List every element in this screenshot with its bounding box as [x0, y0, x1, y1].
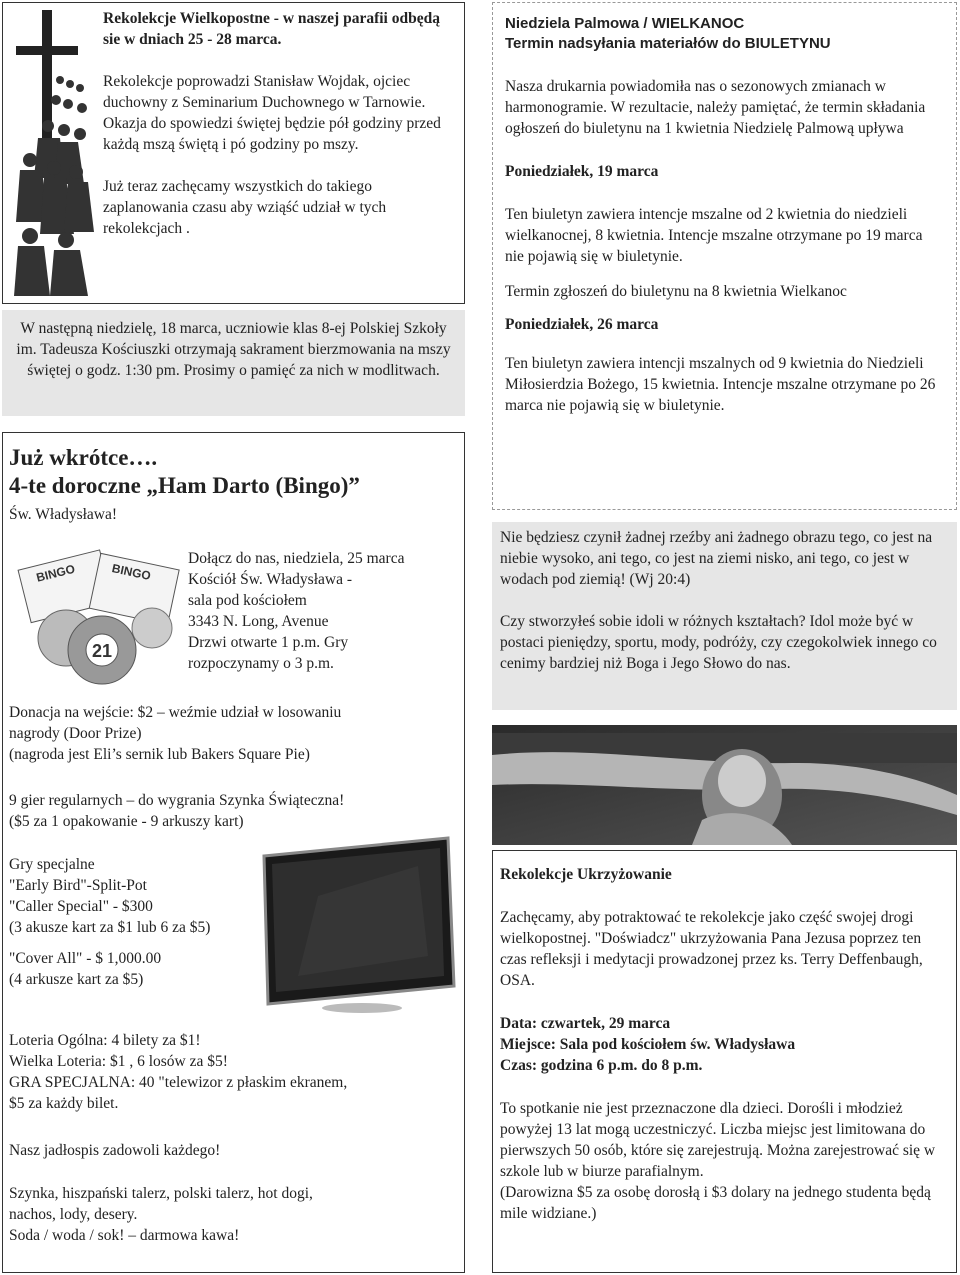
palm-text-1: Ten biuletyn zawiera intencje mszalne od 2 kwietnia do niedzieli wielkanocnej, 8 kwietnia. Intencje mszalne otrzymane po 19 marca nie pojawią się w biuletynie. [505, 206, 923, 265]
bingo-join-line: Kościół Św. Władysława - [188, 571, 353, 588]
cross-procession-image [8, 8, 100, 300]
bingo-join-info [188, 548, 458, 674]
bingo-games-line: ($5 za 1 opakowanie - 9 arkuszy kart) [9, 813, 244, 830]
flat-screen-tv-image [258, 836, 456, 1014]
bingo-lottery-line: GRA SPECJALNA: 40 "telewizor z płaskim ekranem, [9, 1074, 348, 1091]
crucifixion-donation: (Darowizna $5 za osobę dorosłą i $3 dolary na jednego studenta będą mile widziane.) [500, 1184, 931, 1222]
retreat-heading: Rekolekcje Wielkopostne - w naszej parafii odbędą sie w dniach 25 - 28 marca. [103, 10, 440, 48]
bingo-subtitle: Św. Władysława! [9, 506, 118, 523]
bingo-games-line: 9 gier regularnych – do wygrania Szynka Świąteczna! [9, 792, 345, 809]
palm-intro: Nasza drukarnia powiadomiła nas o sezonowych zmianach w harmonogramie. W rezultacie, należy pamiętać, że termin składania ogłoszeń do biuletynu na 1 kwietnia Niedzielę Palmową upływa [505, 78, 926, 137]
bingo-join-line: Dołącz do nas, niedziela, 25 marca [188, 550, 405, 567]
bingo-menu: Nasz jadłospis zadowoli każdego! [9, 1142, 221, 1159]
idols-question: Czy stworzyłeś sobie idoli w różnych kształtach? Idol może być w postaci pieniędzy, sportu, mody, podróży, czy czegokolwiek innego co cenimy bardziej niż Boga i Jego Słowo do nas. [500, 613, 937, 672]
bingo-ball-number: 21 [91, 641, 113, 661]
crucifixion-place: Miejsce: Sala pod kościołem św. Władysława [500, 1036, 796, 1053]
bingo-food [9, 1183, 459, 1246]
idols-box [492, 522, 957, 710]
bingo-special-line: Gry specjalne [9, 856, 95, 873]
palm-date-1: Poniedziałek, 19 marca [505, 163, 659, 180]
bingo-special-spacer [9, 938, 269, 948]
bingo-lottery [9, 1030, 459, 1114]
palm-heading-1: Niedziela Palmowa / WIELKANOC [505, 15, 745, 32]
crucifixion-note: To spotkanie nie jest przeznaczone dla dzieci. Dorośli i młodzież powyżej 13 lat mogą uczestniczyć. Liczba miejsc jest limitowana do pierwszych 50 osób, które się zarejestrują. Można zarejestrować się w szkole lub w biurze parafialnym. [500, 1100, 936, 1180]
bingo-join-line: rozpoczynamy o 3 p.m. [188, 655, 334, 672]
crucifix-image [492, 725, 957, 845]
confirmation-box [2, 310, 465, 416]
retreat-para-2: Okazja do spowiedzi świętej będzie pół godziny przed każdą mszą świętą i pó godziny po mszy. [103, 115, 441, 153]
bingo-join-line: sala pod kościołem [188, 592, 307, 609]
bingo-image [10, 540, 180, 690]
bingo-food-line: Soda / woda / sok! – darmowa kawa! [9, 1227, 240, 1244]
bingo-food-line: Szynka, hiszpański talerz, polski talerz, hot dogi, [9, 1185, 313, 1202]
bingo-join-line: 3343 N. Long, Avenue [188, 613, 329, 630]
crucifixion-intro: Zachęcamy, aby potraktować te rekolekcje jako część swojej drogi wielkopostnej. "Doświadcz" ukrzyżowania Pana Jezusa poprzez ten czas refleksji i medytacji prowadzonej przez ks. Terry Deffenbaugh, OSA. [500, 909, 923, 989]
crucifixion-date: Data: czwartek, 29 marca [500, 1015, 671, 1032]
bingo-food-line: nachos, lody, desery. [9, 1206, 138, 1223]
bingo-join-line: Drzwi otwarte 1 p.m. Gry [188, 634, 349, 651]
bingo-special-line: "Caller Special" - $300 [9, 898, 153, 915]
retreat-text [103, 8, 453, 260]
bingo-donation-line: Donacja na wejście: $2 – weźmie udział w losowaniu [9, 704, 342, 721]
palm-heading-2: Termin nadsyłania materiałów do BIULETYNU [505, 35, 831, 52]
bingo-title-1: Już wkrótce…. [9, 445, 158, 470]
bingo-special-line: "Early Bird"-Split-Pot [9, 877, 147, 894]
retreat-para-3: Już teraz zachęcamy wszystkich do takiego zaplanowania czasu aby wziąść udział w tych rekolekcjach . [103, 178, 387, 237]
idols-quote: Nie będziesz czynił żadnej rzeźby ani żadnego obrazu tego, co jest na niebie wysoko, ani tego, co jest na ziemi nisko, ani tego, co jest w wodach pod ziemią! (Wj 20:4) [500, 529, 933, 588]
bingo-title-2: 4-te doroczne „Ham Darto (Bingo)” [9, 473, 360, 498]
bingo-lottery-line: Loteria Ogólna: 4 bilety za $1! [9, 1032, 201, 1049]
bingo-card-label-1: BINGO [34, 561, 77, 585]
crucifixion-title: Rekolekcje Ukrzyżowanie [500, 866, 672, 883]
crucifixion-time: Czas: godzina 6 p.m. do 8 p.m. [500, 1057, 703, 1074]
bingo-special-line: "Cover All" - $ 1,000.00 [9, 950, 162, 967]
palm-date-2: Poniedziałek, 26 marca [505, 316, 659, 333]
retreat-para-1: Rekolekcje poprowadzi Stanisław Wojdak, ojciec duchowny z Seminarium Duchownego w Tarnowie. [103, 73, 426, 111]
palm-deadline-2: Termin zgłoszeń do biuletynu na 8 kwietnia Wielkanoc [505, 283, 847, 300]
bingo-lottery-line: Wielka Loteria: $1 , 6 losów za $5! [9, 1053, 228, 1070]
bingo-card-label-2: BINGO [110, 561, 153, 584]
bingo-donation-line: (nagroda jest Eli’s sernik lub Bakers Square Pie) [9, 746, 310, 763]
palm-text-2: Ten biuletyn zawiera intencji mszalnych od 9 kwietnia do Niedzieli Miłosierdzia Bożego, 15 kwietnia. Intencje mszalne otrzymane po 26 marca nie pojawią się w biuletynie. [505, 355, 936, 414]
bingo-special-games [9, 854, 269, 990]
bingo-special-line: (3 akusze kart za $1 lub 6 za $5) [9, 919, 211, 936]
confirmation-text: W następną niedzielę, 18 marca, uczniowie klas 8-ej Polskiej Szkoły im. Tadeusza Kościuszki otrzymają sakrament bierzmowania na mszy świętej o godz. 1:30 pm. Prosimy o pamięć za nich w modlitwach. [16, 320, 451, 379]
crucifixion-text [500, 864, 950, 1224]
bingo-donation [9, 702, 459, 765]
bingo-donation-line: nagrody (Door Prize) [9, 725, 142, 742]
bingo-lottery-line: $5 za każdy bilet. [9, 1095, 119, 1112]
bingo-regular-games [9, 790, 459, 832]
palm-sunday-text [505, 14, 937, 416]
bingo-special-line: (4 arkusze kart za $5) [9, 971, 144, 988]
